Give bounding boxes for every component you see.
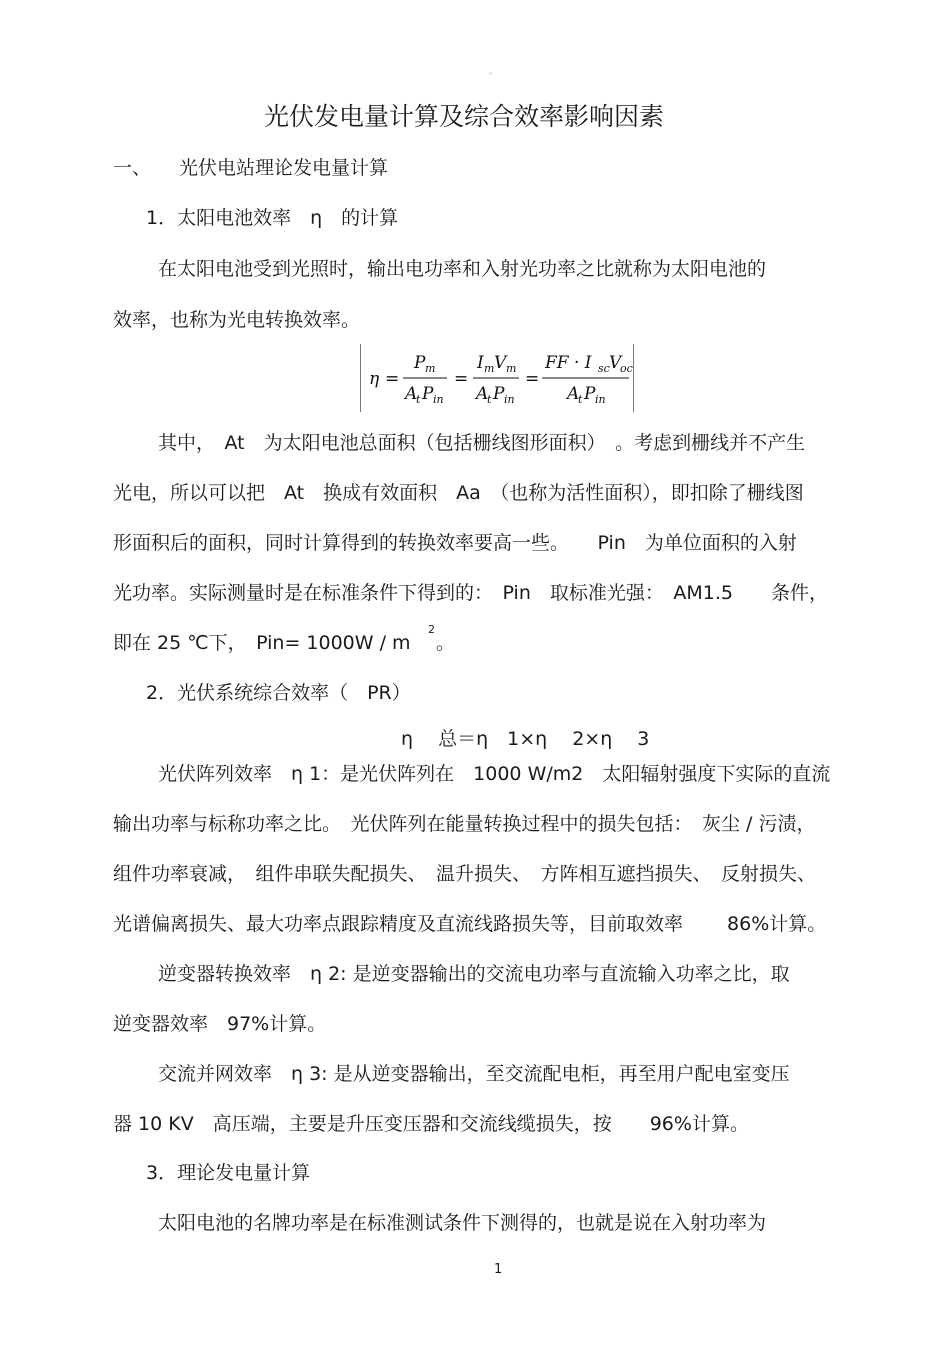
formula-pin: P [584,384,596,404]
paragraph-line: 即在 25 ℃下， Pin= 1000W / m [113,632,411,654]
formula-pin-sub: in [433,393,444,406]
section-number: 一、 [113,157,152,179]
paragraph-line: 逆变器转换效率 η 2: 是逆变器输出的交流电功率与直流输入功率之比，取 [158,963,790,985]
total-efficiency-formula: η 总＝η 1×η 2×η 3 [401,728,650,750]
formula-vm: V [494,353,507,373]
formula-pin: P [422,384,434,404]
formula-im-sub: m [484,362,495,375]
formula-pin-sub: in [595,393,606,406]
paragraph-line: 形面积后的面积，同时计算得到的转换效率要高一些。 Pin 为单位面积的入射 [113,532,797,554]
formula-at-sub: t [416,393,421,406]
subsection-heading-1: 1．太阳电池效率 η 的计算 [146,207,399,229]
subsection-heading-2: 2．光伏系统综合效率（ PR） [146,682,411,704]
formula-at: A [476,384,489,404]
formula-im: I [477,353,484,373]
formula-equals: = [385,369,400,389]
formula-pm-sub: m [425,362,436,375]
paragraph-line: 输出功率与标称功率之比。 光伏阵列在能量转换过程中的损失包括： 灰尘 / 污渍， [113,813,816,835]
formula-isc-sub: sc [598,362,610,375]
paragraph-end: 。 [436,632,456,654]
paragraph-line: 在太阳电池受到光照时，输出电功率和入射光功率之比就称为太阳电池的 [158,258,767,280]
page-number: 1 [494,1262,503,1277]
paragraph-line: 光电，所以可以把 At 换成有效面积 Aa （也称为活性面积），即扣除了栅线图 [113,482,804,504]
paragraph-line: 光伏阵列效率 η 1：是光伏阵列在 1000 W/m2 太阳辐射强度下实际的直流 [158,763,831,785]
formula-pin-sub: in [504,393,515,406]
superscript: 2 [428,623,435,636]
formula-eta: η [369,369,380,389]
paragraph-line: 逆变器效率 97%计算。 [113,1013,327,1035]
header-mark: 。 [489,67,499,77]
paragraph-line: 器 10 KV 高压端，主要是升压变压器和交流线缆损失，按 96%计算。 [113,1113,749,1135]
formula-vm-sub: m [506,362,517,375]
subsection-heading-3: 3．理论发电量计算 [146,1162,311,1184]
page-title: 光伏发电量计算及综合效率影响因素 [264,102,665,131]
efficiency-formula [360,344,634,412]
section-heading: 光伏电站理论发电量计算 [179,157,389,179]
formula-at-sub: t [487,393,492,406]
formula-equals: = [454,369,469,389]
paragraph-line: 其中， At 为太阳电池总面积（包括栅线图形面积） 。考虑到栅线并不产生 [158,432,806,454]
paragraph-line: 太阳电池的名牌功率是在标准测试条件下测得的，也就是说在入射功率为 [158,1212,767,1234]
paragraph-line: 光功率。实际测量时是在标准条件下得到的： Pin 取标准光强： AM1.5 条件， [113,582,828,604]
formula-at-sub: t [578,393,583,406]
paragraph-line: 光谱偏离损失、最大功率点跟踪精度及直流线路损失等，目前取效率 86%计算。 [113,913,827,935]
formula-ff-isc: FF · I [545,353,592,373]
paragraph-line: 组件功率衰减， 组件串联失配损失、 温升损失、 方阵相互遮挡损失、 反射损失、 [113,863,817,885]
paragraph-line: 效率，也称为光电转换效率。 [113,309,361,331]
formula-equals: = [525,369,540,389]
formula-at: A [405,384,418,404]
paragraph-line: 交流并网效率 η 3: 是从逆变器输出，至交流配电柜，再至用户配电室变压 [158,1063,790,1085]
formula-voc-sub: oc [620,362,633,375]
formula-at: A [567,384,580,404]
formula-voc: V [609,353,622,373]
formula-pin: P [493,384,505,404]
formula-pm: P [414,353,426,373]
